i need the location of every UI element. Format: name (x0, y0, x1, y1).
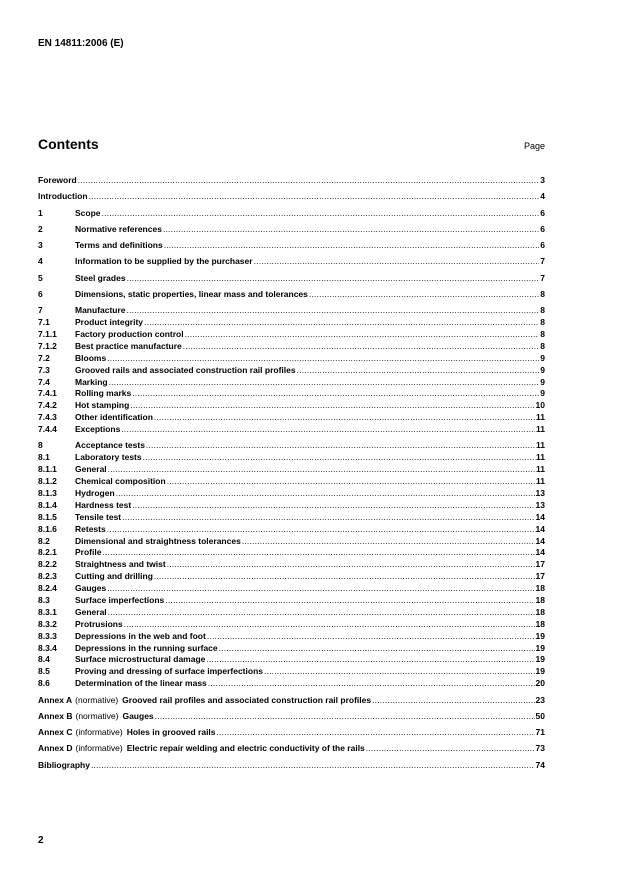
toc-entry[interactable] (38, 341, 545, 353)
toc-entry-title: Gauges (75, 583, 107, 594)
toc-entry-title: Depressions in the web and foot (75, 630, 206, 641)
dot-leader (89, 191, 540, 203)
dot-leader (107, 583, 534, 595)
toc-entry-title: Introduction (38, 191, 88, 202)
dot-leader (107, 353, 539, 365)
dot-leader (264, 666, 535, 678)
annex-id: Annex D (38, 743, 73, 754)
toc-entry-page: 9 (540, 364, 545, 375)
toc-entry-number: 7.1.2 (38, 340, 57, 351)
toc-entry[interactable] (38, 440, 545, 452)
toc-entry-number: 8.6 (38, 678, 50, 689)
bibliography-title: Bibliography (38, 759, 90, 770)
dot-leader (102, 547, 534, 559)
toc-entry-title: General (75, 464, 107, 475)
toc-entry-title: Steel grades (75, 272, 126, 283)
toc-entry-number: 7.4 (38, 376, 50, 387)
toc-entry-title: Manufacture (75, 305, 126, 316)
dot-leader (297, 365, 540, 377)
dot-leader (207, 631, 535, 643)
toc-entry[interactable] (38, 524, 545, 536)
toc-entry-page: 14 (535, 547, 545, 558)
toc-entry[interactable] (38, 317, 545, 329)
dot-leader (155, 711, 535, 723)
dot-leader (132, 388, 539, 400)
toc-entry-page: 10 (535, 400, 545, 411)
toc-entry-number: 8 (38, 440, 43, 451)
toc-entry-title: Foreword (38, 175, 77, 185)
toc-entry[interactable] (38, 208, 545, 220)
toc-entry-title: Factory production control (75, 329, 184, 340)
toc-entry-number: 7.1.1 (38, 329, 57, 340)
annex-kind: (normative) (75, 694, 119, 705)
toc-entry-page: 3 (540, 175, 545, 185)
toc-entry-page: 17 (535, 571, 545, 582)
toc-entry-page: 14 (535, 523, 545, 534)
dot-leader (122, 512, 534, 524)
toc-entry-number: 8.2.1 (38, 547, 57, 558)
annex-id: Annex B (38, 710, 73, 721)
toc-entry-page: 9 (540, 352, 545, 363)
toc-entry-title: Rolling marks (75, 388, 132, 399)
toc-entry-number: 7.4.2 (38, 400, 57, 411)
toc-entry-page: 18 (535, 618, 545, 629)
toc-bibliography-entry[interactable] (38, 760, 545, 772)
toc-entry-page: 8 (540, 288, 545, 299)
annex-kind: (normative) (75, 710, 119, 721)
dot-leader (165, 595, 534, 607)
toc-entry-number: 7.2 (38, 352, 50, 363)
dot-leader (144, 317, 539, 329)
toc-entry-page: 19 (535, 630, 545, 641)
toc-entry-page: 9 (540, 388, 545, 399)
toc-entry[interactable] (38, 559, 545, 571)
annex-page: 50 (535, 710, 545, 721)
toc-entry-page: 11 (536, 452, 545, 463)
dot-leader (127, 273, 540, 285)
dot-leader (167, 476, 535, 488)
toc-entry-title: Dimensions, static properties, linear mass and tolerances (75, 288, 308, 299)
toc-entry[interactable] (38, 256, 545, 268)
dot-leader (154, 571, 535, 583)
dot-leader (146, 440, 535, 452)
page-number: 2 (38, 835, 44, 846)
contents-heading: Contents (38, 136, 99, 152)
toc-entry-title: General (75, 606, 107, 617)
toc-entry[interactable] (38, 191, 545, 203)
annex-title: Gauges (122, 710, 154, 721)
toc-entry-number: 7.1 (38, 317, 50, 328)
dot-leader (132, 500, 534, 512)
toc-entry-page: 11 (536, 440, 545, 451)
toc-entry[interactable] (38, 224, 545, 236)
toc-entry[interactable] (38, 476, 545, 488)
toc-entry-page: 13 (535, 499, 545, 510)
toc-entry[interactable] (38, 388, 545, 400)
toc-entry-page: 19 (535, 666, 545, 677)
toc-entry-page: 20 (535, 678, 545, 689)
toc-entry-number: 7.4.1 (38, 388, 57, 399)
toc-entry-page: 8 (540, 317, 545, 328)
dot-leader (91, 760, 535, 772)
toc-entry[interactable] (38, 329, 545, 341)
dot-leader (208, 678, 535, 690)
toc-entry-number: 2 (38, 223, 43, 234)
toc-entry-number: 8.3 (38, 595, 50, 606)
toc-entry[interactable] (38, 678, 545, 690)
toc-entry-number: 8.1.3 (38, 488, 57, 498)
toc-entry[interactable] (38, 666, 545, 678)
toc-entry-number: 4 (38, 256, 43, 267)
toc-entry-page: 13 (535, 488, 545, 498)
toc-entry-page: 17 (535, 559, 545, 570)
toc-entry-page: 11 (536, 412, 545, 423)
toc-entry-number: 6 (38, 288, 43, 299)
toc-entry-number: 8.1.6 (38, 523, 57, 534)
toc-entry-title: Other identification (75, 412, 153, 423)
dot-leader (116, 488, 535, 500)
annex-id: Annex A (38, 694, 73, 705)
toc-entry-page: 14 (535, 535, 545, 546)
toc-entry[interactable] (38, 412, 545, 424)
toc-entry-title: Information to be supplied by the purchaser (75, 256, 253, 267)
toc-entry-title: Dimensional and straightness tolerances (75, 535, 241, 546)
dot-leader (102, 208, 540, 220)
toc-entry[interactable] (38, 353, 545, 365)
toc-entry-title: Best practice manufacture (75, 340, 182, 351)
toc-entry-title: Hot stamping (75, 400, 130, 411)
toc-entry-number: 8.1.4 (38, 499, 57, 510)
toc-entry-number: 5 (38, 272, 43, 283)
dot-leader (127, 305, 540, 317)
dot-leader (219, 643, 535, 655)
toc-entry-number: 8.1.5 (38, 511, 57, 522)
toc-entry-number: 8.1 (38, 452, 50, 463)
dot-leader (154, 412, 535, 424)
toc-entry-title: Retests (75, 523, 106, 534)
annex-title: Grooved rail profiles and associated construction rail profiles (122, 694, 372, 705)
toc-entry[interactable] (38, 643, 545, 655)
toc-entry[interactable] (38, 424, 545, 436)
toc-entry-page: 8 (540, 340, 545, 351)
toc-entry-title: Terms and definitions (75, 240, 163, 251)
toc-entry-number: 8.1.2 (38, 476, 57, 487)
toc-entry-number: 7.4.4 (38, 424, 57, 435)
toc-entry-number: 8.2 (38, 535, 50, 546)
toc-entry-number: 8.1.1 (38, 464, 57, 475)
annex-page: 23 (535, 694, 545, 705)
toc-entry-title: Acceptance tests (75, 440, 145, 451)
bibliography-page: 74 (535, 759, 545, 770)
toc-entry-page: 18 (535, 606, 545, 617)
toc-entry-number: 7.3 (38, 364, 50, 375)
toc-entry[interactable] (38, 289, 545, 301)
dot-leader (109, 377, 540, 389)
toc-entry-number: 7 (38, 305, 43, 316)
toc-entry-number: 8.3.1 (38, 606, 57, 617)
toc-entry-title: Hardness test (75, 499, 132, 510)
toc-entry-page: 4 (540, 191, 545, 202)
toc-entry-title: Exceptions (75, 424, 121, 435)
toc-entry[interactable] (38, 305, 545, 317)
toc-entry-title: Grooved rails and associated construction rail profiles (75, 364, 296, 375)
toc-entry-page: 19 (535, 642, 545, 653)
dot-leader (372, 695, 534, 707)
toc-entry-number: 8.5 (38, 666, 50, 677)
toc-entry[interactable] (38, 500, 545, 512)
dot-leader (143, 452, 535, 464)
dot-leader (164, 240, 540, 252)
annex-page: 73 (535, 743, 545, 754)
toc-entry[interactable] (38, 631, 545, 643)
toc-entry-page: 11 (536, 464, 545, 475)
table-of-contents (38, 175, 545, 772)
toc-entry-page: 8 (540, 329, 545, 340)
toc-entry[interactable] (38, 377, 545, 389)
toc-entry-title: Straightness and twist (75, 559, 166, 570)
toc-entry[interactable] (38, 464, 545, 476)
toc-entry-title: Surface imperfections (75, 595, 165, 606)
dot-leader (309, 289, 539, 301)
toc-entry[interactable] (38, 571, 545, 583)
toc-entry-title: Protrusions (75, 618, 123, 629)
dot-leader (130, 400, 534, 412)
toc-entry-number: 7.4.3 (38, 412, 57, 423)
annex-kind: (informative) (75, 743, 123, 754)
toc-entry-page: 11 (536, 476, 545, 487)
dot-leader (206, 654, 534, 666)
toc-entry-title: Determination of the linear mass (75, 678, 207, 689)
toc-entry-page: 9 (540, 376, 545, 387)
toc-entry-title: Chemical composition (75, 476, 166, 487)
toc-entry-page: 19 (535, 654, 545, 665)
toc-entry[interactable] (38, 654, 545, 666)
toc-entry-title: Depressions in the running surface (75, 642, 218, 653)
document-id: EN 14811:2006 (E) (38, 38, 124, 49)
toc-entry-page: 7 (540, 256, 545, 267)
toc-entry-title: Normative references (75, 223, 162, 234)
toc-entry-title: Profile (75, 547, 102, 558)
toc-entry-title: Product integrity (75, 317, 144, 328)
toc-entry[interactable] (38, 365, 545, 377)
toc-entry[interactable] (38, 452, 545, 464)
dot-leader (167, 559, 535, 571)
annex-page: 71 (535, 727, 545, 738)
dot-leader (107, 524, 535, 536)
toc-entry[interactable] (38, 595, 545, 607)
toc-entry-title: Cutting and drilling (75, 571, 153, 582)
toc-entry-page: 18 (535, 595, 545, 606)
toc-entry[interactable] (38, 619, 545, 631)
dot-leader (242, 536, 535, 548)
toc-entry-title: Blooms (75, 352, 107, 363)
dot-leader (124, 619, 535, 631)
toc-annex-entry[interactable] (38, 711, 545, 723)
toc-entry-number: 8.3.2 (38, 618, 57, 629)
toc-entry-number: 8.2.3 (38, 571, 57, 582)
toc-entry-title: Marking (75, 376, 108, 387)
toc-entry[interactable] (38, 400, 545, 412)
dot-leader (78, 175, 540, 187)
dot-leader (108, 607, 535, 619)
toc-entry-number: 3 (38, 240, 43, 251)
toc-entry-page: 7 (540, 272, 545, 283)
toc-entry[interactable] (38, 583, 545, 595)
dot-leader (108, 464, 535, 476)
toc-annex-entry[interactable] (38, 695, 545, 707)
toc-annex-entry[interactable] (38, 743, 545, 755)
toc-entry[interactable] (38, 240, 545, 252)
toc-entry-page: 6 (540, 207, 545, 218)
toc-entry[interactable] (38, 273, 545, 285)
toc-entry-page: 11 (536, 424, 545, 435)
toc-entry-page: 6 (540, 240, 545, 251)
dot-leader (217, 727, 535, 739)
toc-entry[interactable] (38, 175, 545, 187)
toc-entry-number: 8.2.2 (38, 559, 57, 570)
dot-leader (163, 224, 539, 236)
toc-entry-number: 8.3.4 (38, 642, 57, 653)
annex-kind: (informative) (75, 727, 123, 738)
toc-entry-title: Hydrogen (75, 488, 115, 498)
toc-entry-number: 1 (38, 207, 43, 218)
toc-entry-number: 8.2.4 (38, 583, 57, 594)
toc-entry-number: 8.4 (38, 654, 50, 665)
annex-title: Holes in grooved rails (126, 727, 216, 738)
dot-leader (121, 424, 535, 436)
toc-entry-title: Laboratory tests (75, 452, 142, 463)
toc-annex-entry[interactable] (38, 727, 545, 739)
toc-entry[interactable] (38, 607, 545, 619)
annex-id: Annex C (38, 727, 73, 738)
toc-entry-page: 6 (540, 223, 545, 234)
page-column-label: Page (523, 141, 545, 151)
toc-entry[interactable] (38, 488, 545, 500)
annex-title: Electric repair welding and electric conductivity of the rails (126, 743, 365, 754)
toc-entry-title: Scope (75, 207, 101, 218)
toc-entry[interactable] (38, 536, 545, 548)
toc-entry-title: Tensile test (75, 511, 122, 522)
toc-entry-number: 8.3.3 (38, 630, 57, 641)
toc-entry-page: 14 (535, 511, 545, 522)
dot-leader (185, 329, 540, 341)
toc-entry-page: 18 (535, 583, 545, 594)
toc-entry-title: Proving and dressing of surface imperfections (75, 666, 263, 677)
toc-entry-page: 8 (540, 305, 545, 316)
toc-entry[interactable] (38, 547, 545, 559)
toc-entry-title: Surface microstructural damage (75, 654, 206, 665)
toc-entry[interactable] (38, 512, 545, 524)
dot-leader (254, 256, 540, 268)
dot-leader (183, 341, 540, 353)
dot-leader (366, 743, 535, 755)
